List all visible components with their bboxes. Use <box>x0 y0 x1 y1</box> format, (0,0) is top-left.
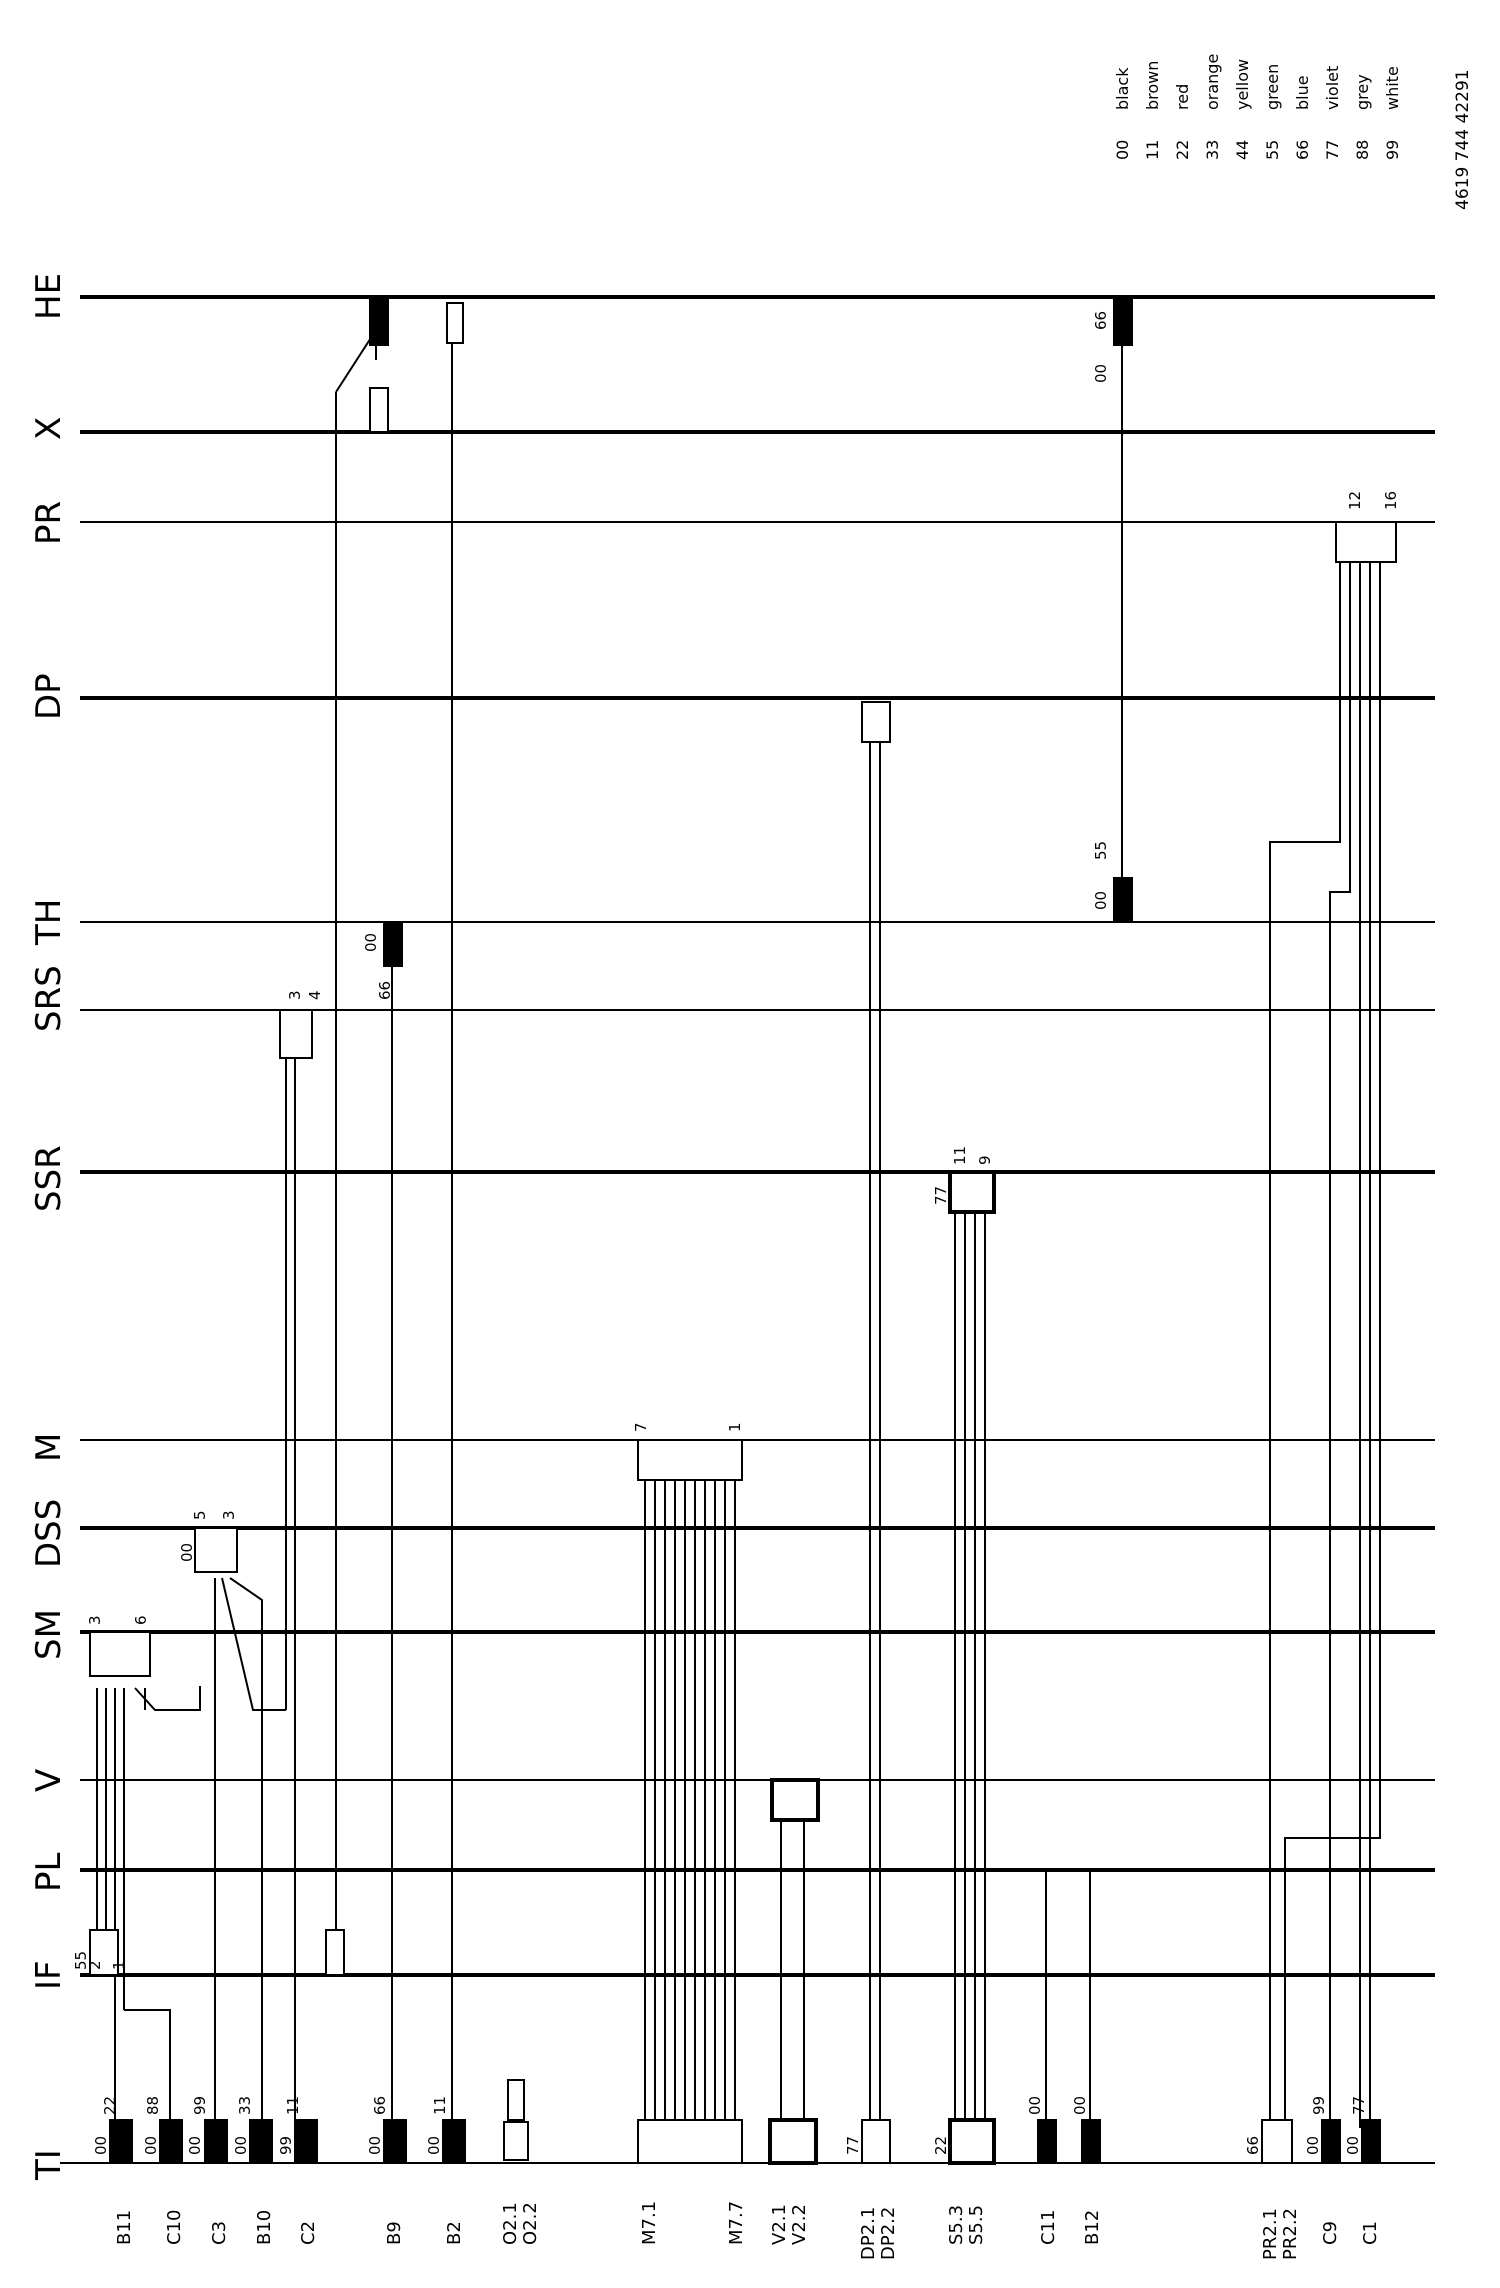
rail-label-ti: TI <box>29 2149 69 2180</box>
document-code: 4619 744 42291 <box>1453 69 1473 210</box>
connector-label: B9 <box>384 2221 405 2245</box>
wire-code: 99 <box>277 2135 295 2155</box>
connector-label: B12 <box>1082 2209 1103 2245</box>
connector-label: C9 <box>1320 2220 1341 2245</box>
connector-th-1 <box>1114 878 1132 922</box>
rail-label-x: X <box>29 416 69 440</box>
wire-code: 00 <box>178 1542 196 1562</box>
ti-connector <box>250 2120 272 2163</box>
wire-code: 00 <box>425 2135 443 2155</box>
legend-code: 11 <box>1143 139 1162 160</box>
wire-code: 00 <box>1071 2095 1089 2115</box>
wire-code: 33 <box>236 2095 254 2115</box>
wire-code: 7 <box>632 1422 650 1432</box>
connector-label: B2 <box>444 2221 465 2245</box>
wire-code: 00 <box>1304 2135 1322 2155</box>
legend-color-name: grey <box>1353 74 1372 110</box>
connector-label: O2.1 <box>500 2202 521 2245</box>
wire-code: 00 <box>1344 2135 1362 2155</box>
connector-label: DP2.1 <box>858 2206 879 2260</box>
rail-label-v: V <box>29 1768 69 1792</box>
wire <box>230 1578 262 1710</box>
wire-code: 77 <box>1350 2095 1368 2115</box>
wire-code: 55 <box>72 1950 90 1970</box>
wire-code: 00 <box>1026 2095 1044 2115</box>
ti-connector <box>1362 2120 1380 2163</box>
legend-color-name: brown <box>1143 60 1162 110</box>
rail-labels <box>29 273 69 2181</box>
connector-label: C10 <box>164 2209 185 2245</box>
connector-he-1 <box>370 297 388 345</box>
wire-code: 4 <box>306 990 324 1000</box>
ti-connector <box>950 2120 994 2163</box>
rail-label-srs: SRS <box>29 965 69 1032</box>
wire-code: 00 <box>366 2135 384 2155</box>
ti-connector <box>1082 2120 1100 2163</box>
ti-connector <box>295 2120 317 2163</box>
wire-code: 22 <box>101 2095 119 2115</box>
connector-label: M7.7 <box>726 2200 747 2245</box>
wire-code: 00 <box>186 2135 204 2155</box>
legend-code: 00 <box>1113 139 1132 160</box>
rail-label-ssr: SSR <box>29 1145 69 1212</box>
legend-color-name: violet <box>1323 65 1342 110</box>
legend-code: 22 <box>1173 139 1192 160</box>
connector-label: C3 <box>209 2220 230 2245</box>
wire-code: 00 <box>232 2135 250 2155</box>
legend-color-name: yellow <box>1233 58 1252 110</box>
rail-label-he: HE <box>29 272 69 320</box>
legend-color-name: green <box>1263 63 1282 110</box>
connector-label: M7.1 <box>639 2200 660 2245</box>
ti-connector <box>508 2080 524 2120</box>
wire-code: 11 <box>951 1145 969 1165</box>
wire-code: 00 <box>142 2135 160 2155</box>
connector-label: V2.1 <box>769 2204 790 2245</box>
connector-label: B10 <box>254 2209 275 2245</box>
connector-label: O2.2 <box>520 2202 541 2245</box>
legend-color-name: red <box>1173 83 1192 110</box>
connector-pr <box>1336 522 1396 562</box>
legend-code: 99 <box>1383 139 1402 160</box>
wire-code: 66 <box>371 2095 389 2115</box>
wire-code: 77 <box>932 1185 950 1205</box>
wire <box>222 1578 262 2128</box>
ti-connector <box>160 2120 182 2163</box>
wire-code: 9 <box>976 1155 994 1165</box>
legend-code: 66 <box>1293 139 1312 160</box>
wire-code: 66 <box>1092 310 1110 330</box>
legend-code: 33 <box>1203 139 1222 160</box>
rail-label-m: M <box>29 1432 69 1462</box>
connector-label: C11 <box>1038 2209 1059 2245</box>
connector-dp <box>862 702 890 742</box>
connector-srs <box>280 1010 312 1058</box>
wire-code: 1 <box>726 1422 744 1432</box>
legend-color-name: blue <box>1293 75 1312 110</box>
ti-connector <box>1038 2120 1056 2163</box>
ti-connector <box>862 2120 890 2163</box>
wire-code: 55 <box>1092 840 1110 860</box>
connector-label: C1 <box>1360 2220 1381 2245</box>
rail-label-dss: DSS <box>29 1498 69 1568</box>
legend-code: 44 <box>1233 139 1252 160</box>
legend-color-name: orange <box>1203 53 1222 110</box>
ti-connector <box>638 2120 742 2163</box>
wire-code: 88 <box>144 2095 162 2115</box>
wire-code: 3 <box>86 1615 104 1625</box>
rail-label-dp: DP <box>29 673 69 720</box>
connector-th-2 <box>384 922 402 966</box>
connector-label: PR2.1 <box>1260 2208 1281 2260</box>
wire-code: 6 <box>132 1615 150 1625</box>
connector-sm <box>90 1632 150 1676</box>
connector-if-2 <box>326 1930 344 1975</box>
ti-connector <box>384 2120 406 2163</box>
connector-labels <box>114 2201 1381 2260</box>
connector-label: B11 <box>114 2209 135 2245</box>
wire-code: 11 <box>284 2095 302 2115</box>
wire-code: 3 <box>220 1510 238 1520</box>
legend-color-name: white <box>1383 66 1402 110</box>
connector-label: C2 <box>298 2220 319 2245</box>
wires <box>97 297 1380 2128</box>
wire-code: 11 <box>431 2095 449 2115</box>
connector-he-3 <box>1114 297 1132 345</box>
connector-v <box>772 1780 818 1820</box>
wire-code: 22 <box>932 2135 950 2155</box>
ti-connector <box>205 2120 227 2163</box>
wire-code: 77 <box>844 2135 862 2155</box>
connector-label: V2.2 <box>789 2204 810 2245</box>
wire-code: 00 <box>1092 890 1110 910</box>
color-legend <box>1113 54 1402 160</box>
ti-connector <box>504 2122 528 2160</box>
wire-code: 2 <box>86 1960 104 1970</box>
connector-m <box>638 1440 742 1480</box>
wire-code: 00 <box>92 2135 110 2155</box>
legend-code: 55 <box>1263 139 1282 160</box>
connector-he-2 <box>447 303 463 343</box>
legend-code: 88 <box>1353 139 1372 160</box>
connector-label: PR2.2 <box>1280 2208 1301 2260</box>
rail-label-if: IF <box>29 1960 69 1990</box>
wire-code: 1 <box>110 1960 128 1970</box>
connector-x <box>370 388 388 432</box>
wire-code: 99 <box>1310 2095 1328 2115</box>
wire-code: 16 <box>1382 490 1400 510</box>
ti-connector <box>1322 2120 1340 2163</box>
wire-code: 00 <box>1092 363 1110 383</box>
wire-code: 66 <box>1244 2135 1262 2155</box>
rail-label-pl: PL <box>29 1852 69 1892</box>
connector-label: S5.3 <box>946 2204 967 2245</box>
wire-code: 5 <box>191 1510 209 1520</box>
wire-code: 00 <box>362 932 380 952</box>
rail-label-sm: SM <box>29 1609 69 1660</box>
wire-code: 3 <box>286 990 304 1000</box>
connector-label: S5.5 <box>966 2204 987 2245</box>
wire-code: 12 <box>1346 490 1364 510</box>
connector-ssr <box>950 1172 994 1212</box>
ti-connector <box>1262 2120 1292 2163</box>
rails <box>60 297 1435 2163</box>
ti-connector <box>770 2120 816 2163</box>
wire-code: 99 <box>191 2095 209 2115</box>
connector-label: DP2.2 <box>878 2206 899 2260</box>
wire <box>1285 562 1380 2128</box>
rail-label-th: TH <box>29 898 69 945</box>
rail-label-pr: PR <box>29 500 69 545</box>
wire-code: 66 <box>376 980 394 1000</box>
ti-connector <box>110 2120 132 2163</box>
legend-color-name: black <box>1113 67 1132 110</box>
legend-code: 77 <box>1323 139 1342 160</box>
connector-dss <box>195 1528 237 1572</box>
ti-connector <box>443 2120 465 2163</box>
